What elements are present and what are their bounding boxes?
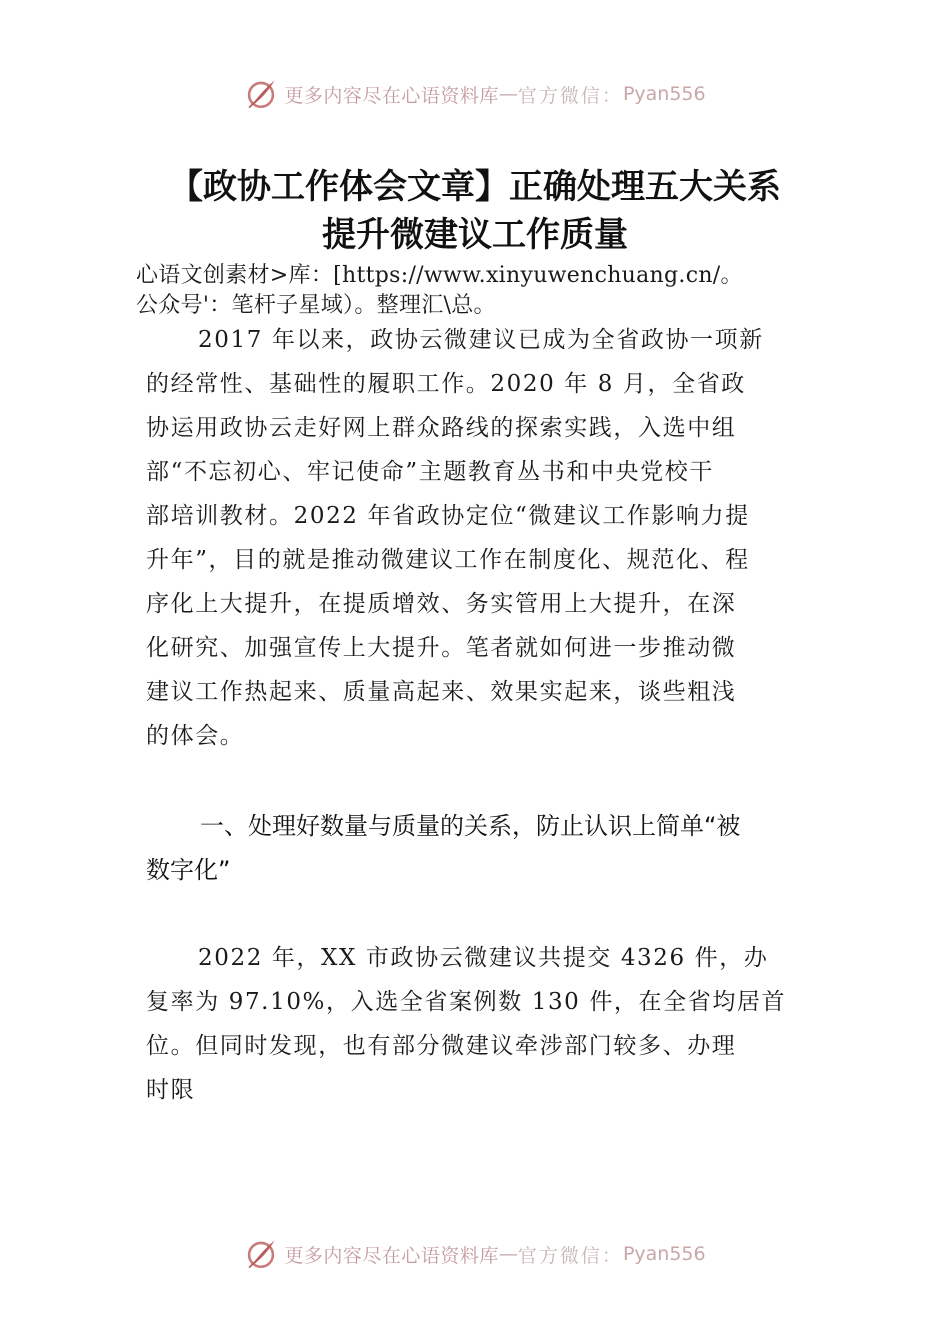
- heading-line: 一、处理好数量与质量的关系，防止认识上简单“被: [200, 812, 741, 840]
- paragraph-line: 位。但同时发现，也有部分微建议牵涉部门较多、办理: [146, 1033, 737, 1059]
- paragraph-line: 2022 年，XX 市政协云微建议共提交 4326 件，办: [198, 945, 769, 971]
- watermark-side-text: 官方微信：: [517, 84, 623, 107]
- source-line-2: 公众号'：笔杆子星域）。整理汇\总。: [136, 293, 496, 318]
- paragraph-line: 时限: [146, 1077, 196, 1103]
- intro-paragraph: [146, 318, 806, 758]
- document-title-line-2: 提升微建议工作质量: [322, 215, 628, 255]
- section-1-heading: [146, 804, 806, 892]
- watermark-dash: —: [498, 1243, 518, 1265]
- watermark-side-text: 官方微信：: [517, 1244, 623, 1267]
- source-line-1: 心语文创素材>库：[https://www.xinyuwenchuang.cn/。: [136, 263, 743, 288]
- heading-line: 数字化”: [146, 856, 231, 884]
- watermark-header: [0, 74, 950, 114]
- paragraph-line: 协运用政协云走好网上群众路线的探索实践，入选中组: [146, 415, 737, 441]
- paragraph-line: 部“不忘初心、牢记使命”主题教育丛书和中央党校干: [146, 459, 714, 485]
- section-1-paragraph: [146, 936, 806, 1112]
- paragraph-line: 复率为 97.10%，入选全省案例数 130 件，在全省均居首: [146, 989, 787, 1015]
- paragraph-line: 升年”，目的就是推动微建议工作在制度化、规范化、程: [146, 547, 750, 573]
- watermark-wechat-id: Pyan556: [622, 1243, 706, 1265]
- paragraph-line: 2017 年以来，政协云微建议已成为全省政协一项新: [198, 327, 764, 353]
- paragraph-line: 的体会。: [146, 723, 245, 749]
- paragraph-line: 部培训教材。2022 年省政协定位“微建议工作影响力提: [146, 503, 750, 529]
- watermark-main-text: 更多内容尽在心语资料库: [284, 1244, 499, 1267]
- quill-logo-icon: [244, 77, 278, 111]
- document-title-line-1: 【政协工作体会文章】正确处理五大关系: [169, 167, 781, 207]
- watermark-dash: —: [498, 83, 518, 105]
- paragraph-line: 序化上大提升，在提质增效、务实管用上大提升，在深: [146, 591, 737, 617]
- quill-logo-icon: [244, 1237, 278, 1271]
- watermark-footer: [0, 1234, 950, 1274]
- watermark-wechat-id: Pyan556: [622, 83, 706, 105]
- paragraph-line: 化研究、加强宣传上大提升。笔者就如何进一步推动微: [146, 635, 737, 661]
- paragraph-line: 的经常性、基础性的履职工作。2020 年 8 月，全省政: [146, 371, 746, 397]
- watermark-main-text: 更多内容尽在心语资料库: [284, 84, 499, 107]
- paragraph-line: 建议工作热起来、质量高起来、效果实起来，谈些粗浅: [146, 679, 737, 705]
